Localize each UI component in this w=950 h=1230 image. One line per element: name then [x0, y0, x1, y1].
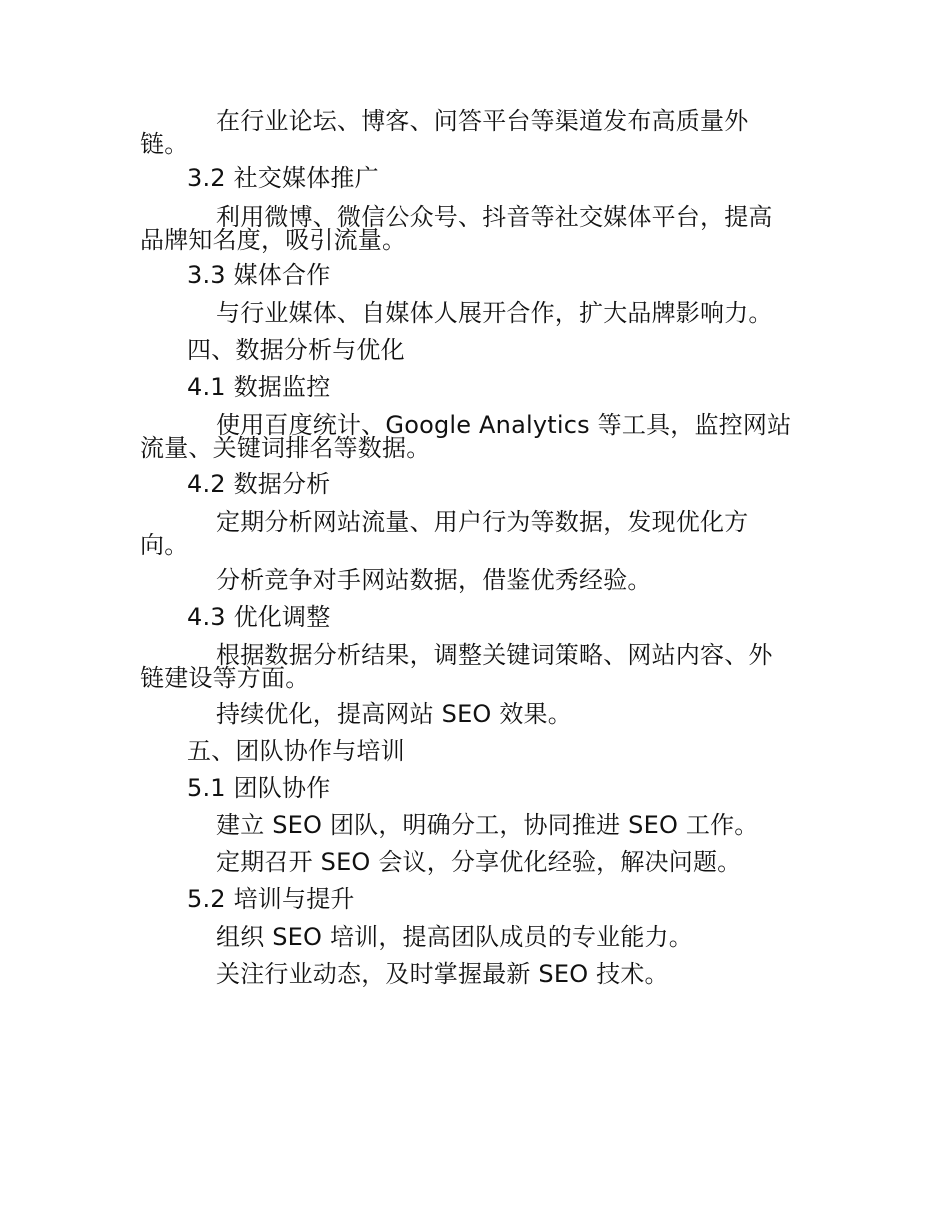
section-heading: 4.3 优化调整: [187, 603, 331, 631]
chapter-heading: 四、数据分析与优化: [187, 336, 405, 364]
paragraph-line: 流量、关键词排名等数据。: [140, 434, 431, 462]
paragraph-line: 向。: [140, 531, 189, 559]
section-heading: 5.2 培训与提升: [187, 885, 355, 913]
paragraph-line: 链建设等方面。: [140, 664, 310, 692]
paragraph-line: 定期召开 SEO 会议，分享优化经验，解决问题。: [216, 848, 742, 876]
paragraph-line: 定期分析网站流量、用户行为等数据，发现优化方: [216, 508, 749, 536]
paragraph-line: 链。: [140, 130, 189, 158]
section-heading: 4.1 数据监控: [187, 373, 331, 401]
section-heading: 4.2 数据分析: [187, 470, 331, 498]
paragraph-line: 利用微博、微信公众号、抖音等社交媒体平台，提高: [216, 203, 773, 231]
paragraph-line: 建立 SEO 团队，明确分工，协同推进 SEO 工作。: [216, 811, 759, 839]
paragraph-line: 品牌知名度，吸引流量。: [140, 226, 407, 254]
paragraph-line: 在行业论坛、博客、问答平台等渠道发布高质量外: [216, 107, 749, 135]
paragraph-line: 分析竞争对手网站数据，借鉴优秀经验。: [216, 566, 652, 594]
paragraph-line: 使用百度统计、Google Analytics 等工具，监控网站: [216, 411, 792, 439]
section-heading: 5.1 团队协作: [187, 774, 331, 802]
section-heading: 3.2 社交媒体推广: [187, 164, 379, 192]
paragraph-line: 组织 SEO 培训，提高团队成员的专业能力。: [216, 923, 693, 951]
paragraph-line: 关注行业动态，及时掌握最新 SEO 技术。: [216, 960, 669, 988]
chapter-heading: 五、团队协作与培训: [187, 737, 405, 765]
paragraph-line: 根据数据分析结果，调整关键词策略、网站内容、外: [216, 641, 773, 669]
section-heading: 3.3 媒体合作: [187, 261, 331, 289]
paragraph-line: 持续优化，提高网站 SEO 效果。: [216, 700, 572, 728]
paragraph-line: 与行业媒体、自媒体人展开合作，扩大品牌影响力。: [216, 299, 773, 327]
